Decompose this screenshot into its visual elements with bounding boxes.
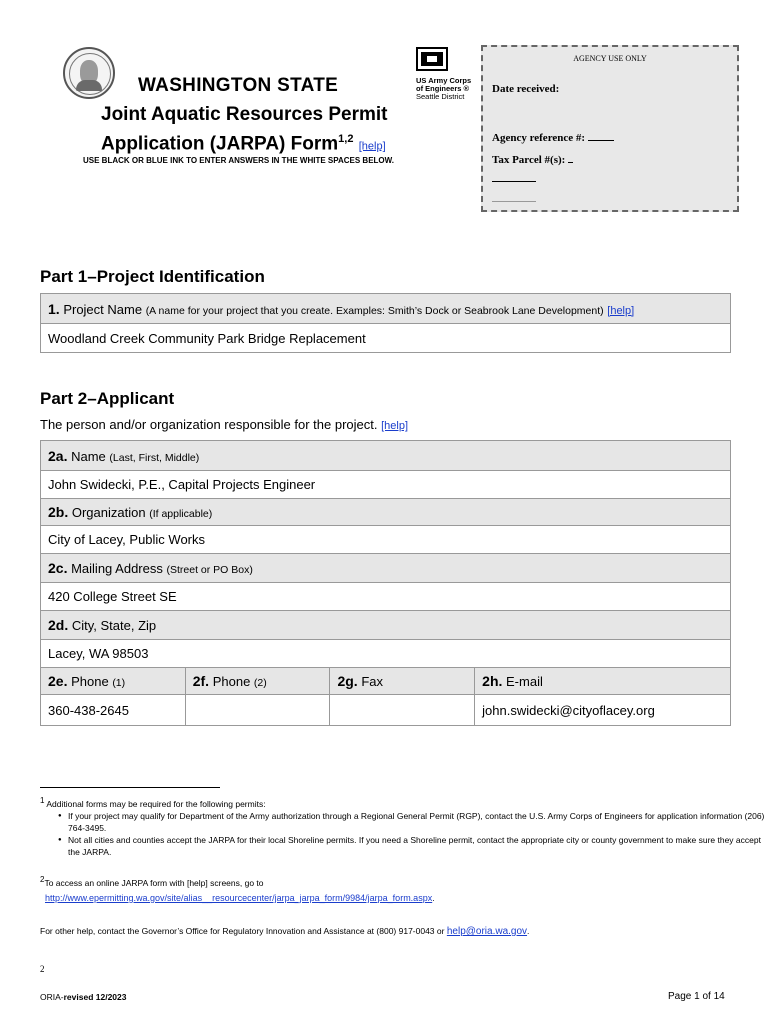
q1-number: 1. — [48, 300, 60, 317]
organization-field[interactable]: City of Lacey, Public Works — [41, 526, 731, 554]
organization-label — [41, 499, 731, 526]
name-label-text: Name — [71, 448, 106, 464]
part2-intro — [40, 417, 408, 432]
revision-note — [40, 992, 126, 1002]
email-num: 2h. — [482, 673, 503, 689]
phone2-num: 2f. — [192, 673, 210, 689]
part2-intro-text: The person and/or organization responsible for the project. — [40, 417, 378, 432]
mailing-address-label — [41, 554, 731, 583]
q1-label: Project Name — [63, 301, 143, 317]
mail-label-text: Mailing Address — [71, 561, 163, 576]
mail-num: 2c. — [48, 560, 68, 576]
phone1-hint: (1) — [112, 677, 126, 689]
part2-help-link[interactable]: [help] — [381, 420, 409, 432]
agency-reference-label: Agency reference #: — [492, 132, 586, 144]
page-number: Page 1 of 14 — [668, 991, 725, 1002]
phone2-field[interactable] — [185, 695, 330, 726]
usace-line2: of Engineers ® — [416, 84, 470, 93]
form-title-line2: Application (JARPA) Form — [101, 133, 339, 155]
email-label-text: E-mail — [506, 674, 543, 689]
footnote-2-text: To access an online JARPA form with [help] screens, go to — [44, 877, 264, 888]
tax-parcel-row — [492, 154, 573, 166]
other-help-note — [40, 925, 529, 938]
mail-hint: (Street or PO Box) — [166, 564, 253, 576]
usace-castle-logo — [416, 47, 448, 71]
project-name-label — [41, 294, 731, 324]
usace-logo-text — [416, 77, 471, 101]
agency-use-box — [481, 45, 739, 212]
page-marker: 2 — [40, 964, 45, 974]
footnote-1-text: Additional forms may be required for the following permits: — [46, 798, 266, 809]
seal-bust — [76, 80, 102, 91]
fax-num: 2g. — [337, 673, 358, 689]
footnote-1-list — [58, 810, 770, 858]
state-title: WASHINGTON STATE — [138, 75, 339, 96]
name-hint: (Last, First, Middle) — [109, 451, 200, 464]
tax-parcel-extra-line-2[interactable] — [492, 193, 536, 205]
date-received-label: Date received: — [492, 83, 560, 95]
footnote-1-mark: 1 — [40, 796, 45, 805]
agency-reference-row — [492, 132, 614, 144]
agency-heading: AGENCY USE ONLY — [573, 54, 647, 63]
org-hint: (If applicable) — [149, 508, 213, 520]
email-label — [475, 668, 731, 695]
email-field[interactable]: john.swidecki@cityoflacey.org — [475, 695, 731, 726]
q1-help-link[interactable]: [help] — [607, 304, 635, 317]
footnote-1 — [40, 795, 770, 858]
phone1-num: 2e. — [48, 673, 68, 689]
jarpa-online-form-link[interactable]: http://www.epermitting.wa.gov/site/alias__resourcecenter/jarpa_jarpa_form/9984/jarpa_form.aspx — [45, 892, 433, 903]
phone1-field[interactable]: 360-438-2645 — [41, 695, 186, 726]
org-label-text: Organization — [71, 505, 146, 520]
footnote-separator — [40, 787, 220, 788]
revision-date: revised 12/2023 — [63, 992, 127, 1002]
phone2-label — [185, 668, 330, 695]
project-name-field[interactable]: Woodland Creek Community Park Bridge Replacement — [41, 324, 731, 353]
fax-field[interactable] — [330, 695, 475, 726]
washington-state-seal — [63, 47, 115, 99]
phone1-label-text: Phone — [71, 674, 109, 689]
form-title-line1: Joint Aquatic Resources Permit — [101, 104, 388, 125]
other-help-end: . — [527, 926, 530, 936]
city-num: 2d. — [48, 617, 69, 633]
part1-table — [40, 293, 731, 353]
footnote-2 — [40, 874, 435, 904]
applicant-table — [40, 440, 731, 726]
city-state-zip-field[interactable]: Lacey, WA 98503 — [41, 640, 731, 668]
other-help-text: For other help, contact the Governor’s Office for Regulatory Innovation and Assistance at (800) 917-0043 or — [40, 926, 445, 936]
oria-email-link[interactable]: help@oria.wa.gov — [446, 926, 528, 937]
usace-line1: US Army Corps — [416, 76, 472, 85]
org-num: 2b. — [48, 504, 69, 520]
footnote-2-end: . — [432, 892, 435, 903]
phone1-label — [41, 668, 186, 695]
q1-hint: (A name for your project that you create. Examples: Smith’s Dock or Seabrook Lane Development) — [145, 304, 604, 317]
tax-parcel-field[interactable] — [568, 162, 573, 163]
city-label-text: City, State, Zip — [71, 618, 157, 633]
usace-line3: Seattle District — [416, 92, 465, 101]
phone2-label-text: Phone — [212, 674, 251, 689]
phone2-hint: (2) — [253, 677, 267, 689]
fax-label-text: Fax — [361, 674, 383, 689]
footnote-1-bullet-shoreline: ● Not all cities and counties accept the JARPA for their local Shoreline permits. If you need a Shoreline permit, contact the appropriate city or county government to make sure they accept the JARPA. — [58, 834, 770, 858]
part2-heading: Part 2–Applicant — [40, 389, 175, 408]
city-state-zip-label — [41, 611, 731, 640]
tax-parcel-label: Tax Parcel #(s): — [492, 154, 566, 166]
footnote-1-bullet-rgp: ● If your project may qualify for Department of the Army authorization through a Regional General Permit (RGP), contact the U.S. Army Corps of Engineers for application information (206) 764-3495. — [58, 810, 770, 834]
fax-label — [330, 668, 475, 695]
footnote-2-mark: 2 — [40, 875, 45, 884]
name-num: 2a. — [48, 447, 68, 464]
tax-parcel-extra-line[interactable] — [492, 173, 536, 185]
name-field[interactable]: John Swidecki, P.E., Capital Projects Engineer — [41, 471, 731, 499]
ink-instruction: USE BLACK OR BLUE INK TO ENTER ANSWERS IN THE WHITE SPACES BELOW. — [83, 156, 394, 165]
title-help-link[interactable]: [help] — [358, 140, 386, 153]
agency-reference-field[interactable] — [588, 140, 614, 141]
form-title — [101, 103, 387, 158]
part1-heading: Part 1–Project Identification — [40, 267, 265, 286]
revision-prefix: ORIA- — [40, 992, 64, 1002]
form-title-footnote-ref: 1,2 — [338, 133, 354, 145]
name-label — [41, 441, 731, 471]
mailing-address-field[interactable]: 420 College Street SE — [41, 583, 731, 611]
